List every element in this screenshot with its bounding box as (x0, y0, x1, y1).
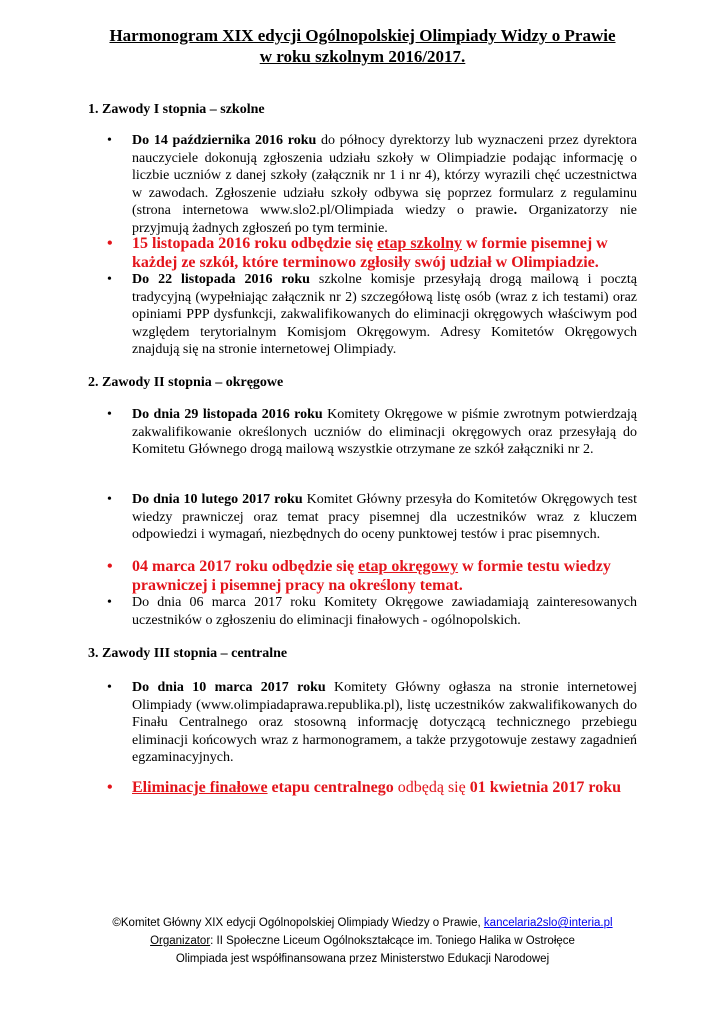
organizer-label: Organizator (150, 935, 211, 947)
item-text: Do dnia 06 marca 2017 roku Komitety Okręgowe zawiadamiają zainteresowanych uczestników o zgłoszeniu do eliminacji finałowych - ogólnopolskich. (132, 595, 637, 628)
section-2-heading: 2. Zawody II stopnia – okręgowe (88, 375, 284, 390)
section-3-heading: 3. Zawody III stopnia – centralne (88, 646, 288, 661)
bullet-icon: • (107, 133, 112, 148)
item-text: 15 listopada 2016 roku odbędzie się etap szkolny w formie pisemnej w każdej ze szkół, które terminowo zgłosiły swój udział w Olimpiadzie. (132, 235, 608, 271)
bullet-icon: • (107, 235, 113, 252)
item-text: Eliminacje finałowe etapu centralnego odbędą się 01 kwietnia 2017 roku (132, 779, 622, 796)
email-link[interactable]: kancelaria2slo@interia.pl (483, 917, 613, 929)
item-text: Do dnia 10 marca 2017 roku Komitety Główny ogłasza na stronie internetowej Olimpiady (www.olimpiadaprawa.republika.pl), listę uczestników zakwalifikowanych do Finału Centralnego oraz stosowną informację dotyczącą technicznego przebiegu eliminacji końcowych wraz z harmonogramem, a także przygotowuje zestawy zagadnień egzaminacyjnych. (132, 680, 637, 765)
item-text: 04 marca 2017 roku odbędzie się etap okręgowy w formie testu wiedzy prawniczej i pisemnej pracy na określony temat. (132, 558, 611, 594)
bullet-icon: • (107, 595, 112, 610)
document-title-line2: w roku szkolnym 2016/2017. (259, 47, 466, 66)
item-text: Do dnia 29 listopada 2016 roku Komitety Okręgowe w piśmie zwrotnym potwierdzają zakwalifikowanie określonych uczniów do eliminacji okręgowych oraz przesyłają do Komitetu Głównego drogą mailową wszystkie otrzymane ze szkół załączniki nr 2. (132, 407, 637, 457)
bullet-icon: • (107, 492, 112, 507)
bullet-icon: • (107, 272, 112, 287)
footer-line-2: Organizator: II Społeczne Liceum Ogólnokształcące im. Toniego Halika w Ostrołęce (150, 935, 575, 947)
item-text: Do 14 października 2016 roku do północy dyrektorzy lub wyznaczeni przez dyrektora nauczyciele dokonują zgłoszenia udziału szkoły w Olimpiadzie podając informację o liczbie uczniów z danej szkoły (załącznik nr 1 i nr 4), którzy wyrazili chęć uczestnictwa w zawodach. Zgłoszenie udziału szkoły odbywa się poprzez formularz z regulaminu (strona internetowa www.slo2.pl/Olimpiada wiedzy o prawie. Organizatorzy nie przyjmują żadnych zgłoszeń po tym terminie. (132, 133, 638, 236)
bullet-icon: • (107, 779, 113, 796)
bullet-icon: • (107, 680, 112, 695)
item-text: Do 22 listopada 2016 roku szkolne komisje przesyłają drogą mailową i pocztą tradycyjną (wypełniając załącznik nr 2) szczegółową listę osób (wraz z ich testami) oraz opiniami PPP dysfunkcji, zakwalifikowanych do eliminacji okręgowych właściwym pod względem terytorialnym Komisjom Okręgowym. Adresy Komitetów Okręgowych znajdują się na stronie internetowej Olimpiady. (132, 272, 637, 357)
footer-line-1: ©Komitet Główny XIX edycji Ogólnopolskiej Olimpiady Wiedzy o Prawie, kancelaria2slo@interia.pl (112, 917, 613, 929)
bullet-icon: • (107, 407, 112, 422)
bullet-icon: • (107, 558, 113, 575)
footer-line-3: Olimpiada jest współfinansowana przez Ministerstwo Edukacji Narodowej (175, 953, 550, 965)
item-text: Do dnia 10 lutego 2017 roku Komitet Główny przesyła do Komitetów Okręgowych test wiedzy prawniczej oraz temat pracy pisemnej dla uczestników wraz z kluczem odpowiedzi i wymagań, niezbędnych do oceny punktowej testów i prac pisemnych. (132, 492, 637, 542)
section-1-heading: 1. Zawody I stopnia – szkolne (88, 102, 265, 117)
document-title-line1: Harmonogram XIX edycji Ogólnopolskiej Olimpiady Widzy o Prawie (109, 26, 616, 45)
